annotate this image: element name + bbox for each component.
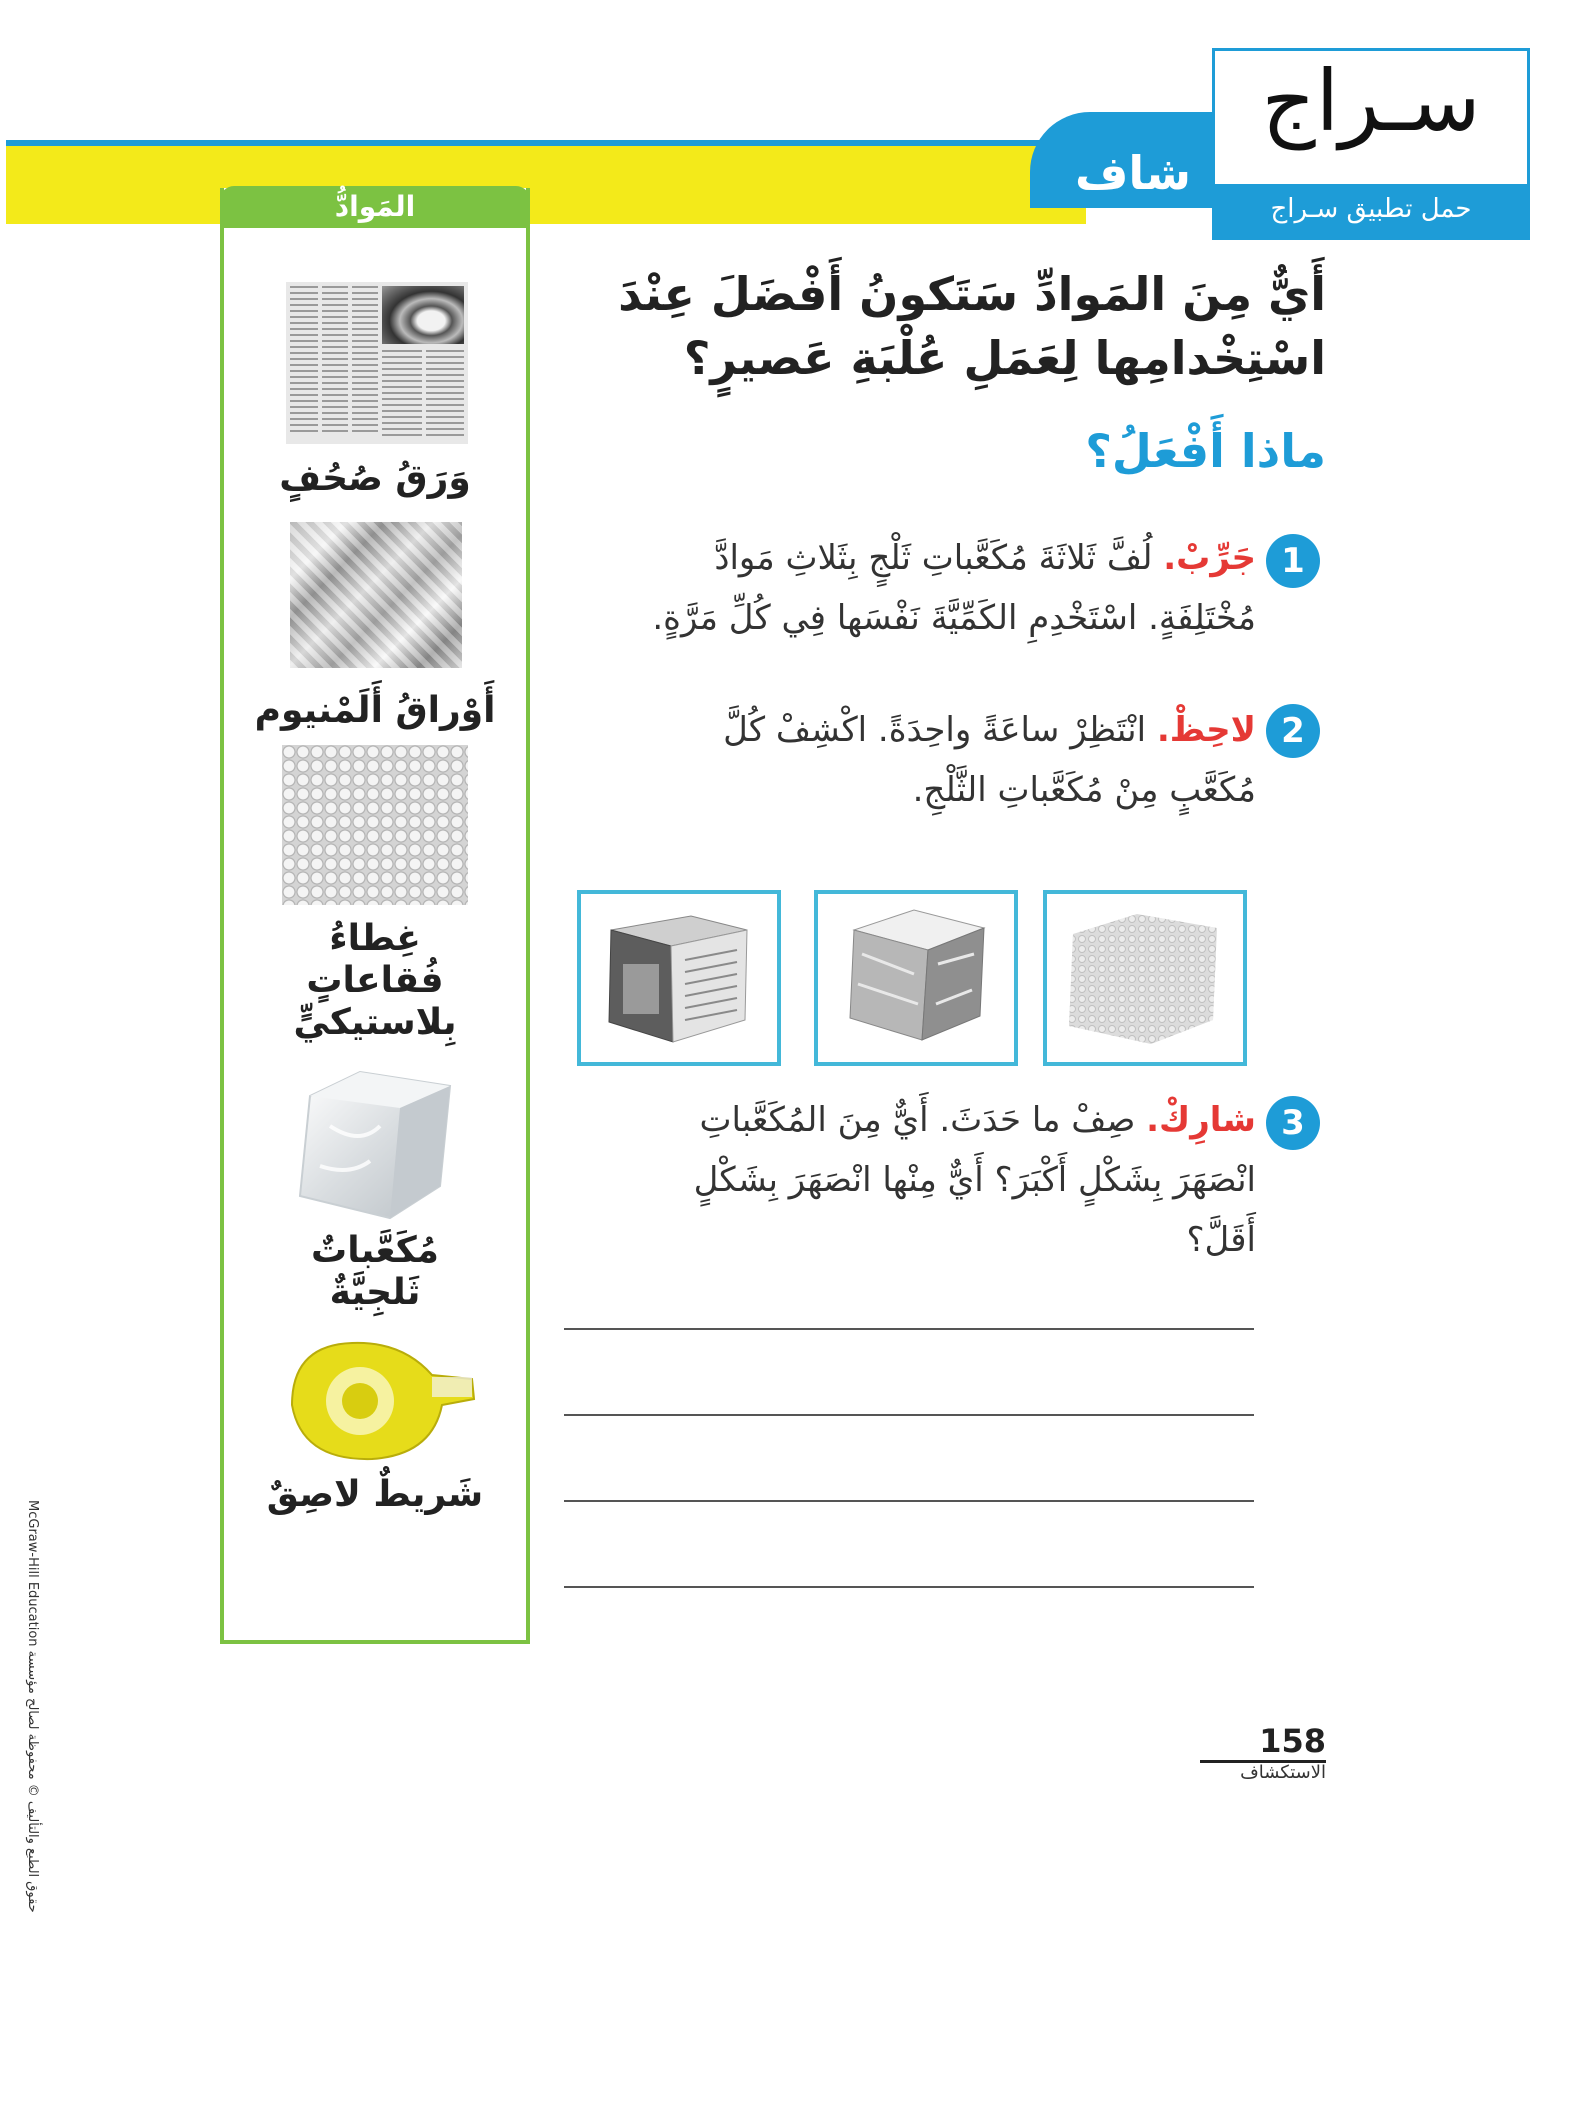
foil-wrapped-cube-image <box>818 894 1014 1062</box>
ice-cube-image <box>290 1066 462 1224</box>
material-label-bubble-2: فُقاعاتٍ <box>306 960 444 1001</box>
question-line-1: أَيٌّ مِنَ المَوادِّ سَتَكونُ أَفْضَلَ عِنْدَ <box>618 267 1326 321</box>
what-do-heading: ماذا أَفْعَلُ؟ <box>1085 424 1326 478</box>
material-label-newspaper: وَرَقُ صُحُفٍ <box>279 458 471 499</box>
step-2-badge: 2 <box>1266 704 1320 758</box>
answer-line-3[interactable] <box>564 1500 1254 1502</box>
newspaper-image <box>286 282 468 444</box>
material-label-ice-1: مُكَعَّباتٌ <box>311 1230 439 1271</box>
newspaper-wrapped-cube-image <box>581 894 777 1062</box>
step-3-badge: 3 <box>1266 1096 1320 1150</box>
top-banner <box>6 140 1086 224</box>
logo-tagline: حمل تطبيق سـراج <box>1270 194 1472 224</box>
material-label-foil: أَوْراقُ أَلَمْنيوم <box>254 690 496 731</box>
cube-photo-bubble-wrap <box>1043 890 1247 1066</box>
material-label-tape: شَريطٌ لاصِقٌ <box>266 1474 484 1515</box>
step-3-text <box>560 1090 1256 1270</box>
step-1-badge: 1 <box>1266 534 1320 588</box>
material-label-bubble-3: بِلاستيكيٍّ <box>293 1002 457 1043</box>
answer-line-4[interactable] <box>564 1586 1254 1588</box>
logo-name: سـراج <box>1261 52 1481 150</box>
step-2-line-2: مُكَعَّبٍ مِنْ مُكَعَّباتِ الثَّلْجِ. <box>912 770 1256 810</box>
step-1-line-1: لُفَّ ثَلاثَةَ مُكَعَّباتِ ثَلْجٍ بِثَلاثِ مَوادَّ <box>714 538 1153 578</box>
step-1-text <box>560 528 1256 648</box>
step-3-line-1: صِفْ ما حَدَثَ. أَيٌّ مِنَ المُكَعَّباتِ <box>699 1100 1136 1140</box>
cube-photo-newspaper <box>577 890 781 1066</box>
step-2-key: لاحِظْ. <box>1156 710 1256 750</box>
aluminum-foil-image <box>290 522 462 668</box>
material-label-ice-2: ثَلجِيَّةٌ <box>329 1272 421 1313</box>
bubble-wrap-image <box>282 745 468 905</box>
page-number: 158 <box>1200 1722 1326 1763</box>
step-3-line-2: انْصَهَرَ بِشَكْلٍ أَكْبَرَ؟ أَيٌّ مِنْها انْصَهَرَ بِشَكْلٍ <box>693 1160 1256 1200</box>
step-1-key: جَرِّبْ. <box>1163 538 1256 578</box>
answer-line-2[interactable] <box>564 1414 1254 1416</box>
answer-line-1[interactable] <box>564 1328 1254 1330</box>
step-1-line-2: مُخْتَلِفَةٍ. اسْتَخْدِمِ الكَمِّيَّةَ نَفْسَها فِي كُلِّ مَرَّةٍ. <box>652 598 1256 638</box>
bubble-wrapped-cube-image <box>1047 894 1243 1062</box>
step-3-key: شارِكْ. <box>1146 1100 1256 1140</box>
question-line-2: اسْتِخْدامِها لِعَمَلِ عُلْبَةِ عَصيرٍ؟ <box>683 331 1326 385</box>
main-question <box>600 262 1326 390</box>
step-2-text <box>560 700 1256 820</box>
cube-photo-foil <box>814 890 1018 1066</box>
materials-title: المَوادُّ <box>334 190 416 223</box>
step-3-line-3: أَقَلَّ؟ <box>1186 1220 1256 1260</box>
step-2-line-1: انْتَظِرْ ساعَةً واحِدَةً. اكْشِفْ كُلَّ <box>723 710 1147 750</box>
copyright-notice: McGraw-Hill Education حقوق الطبع والتأليف © محفوظة لصالح مؤسسة <box>25 1500 40 1913</box>
material-label-bubble-1: غِطاءُ <box>329 918 421 959</box>
section-footer: الاستكشاف <box>1240 1762 1326 1783</box>
section-title: شاف <box>1075 146 1191 200</box>
tape-dispenser-image <box>282 1335 478 1467</box>
